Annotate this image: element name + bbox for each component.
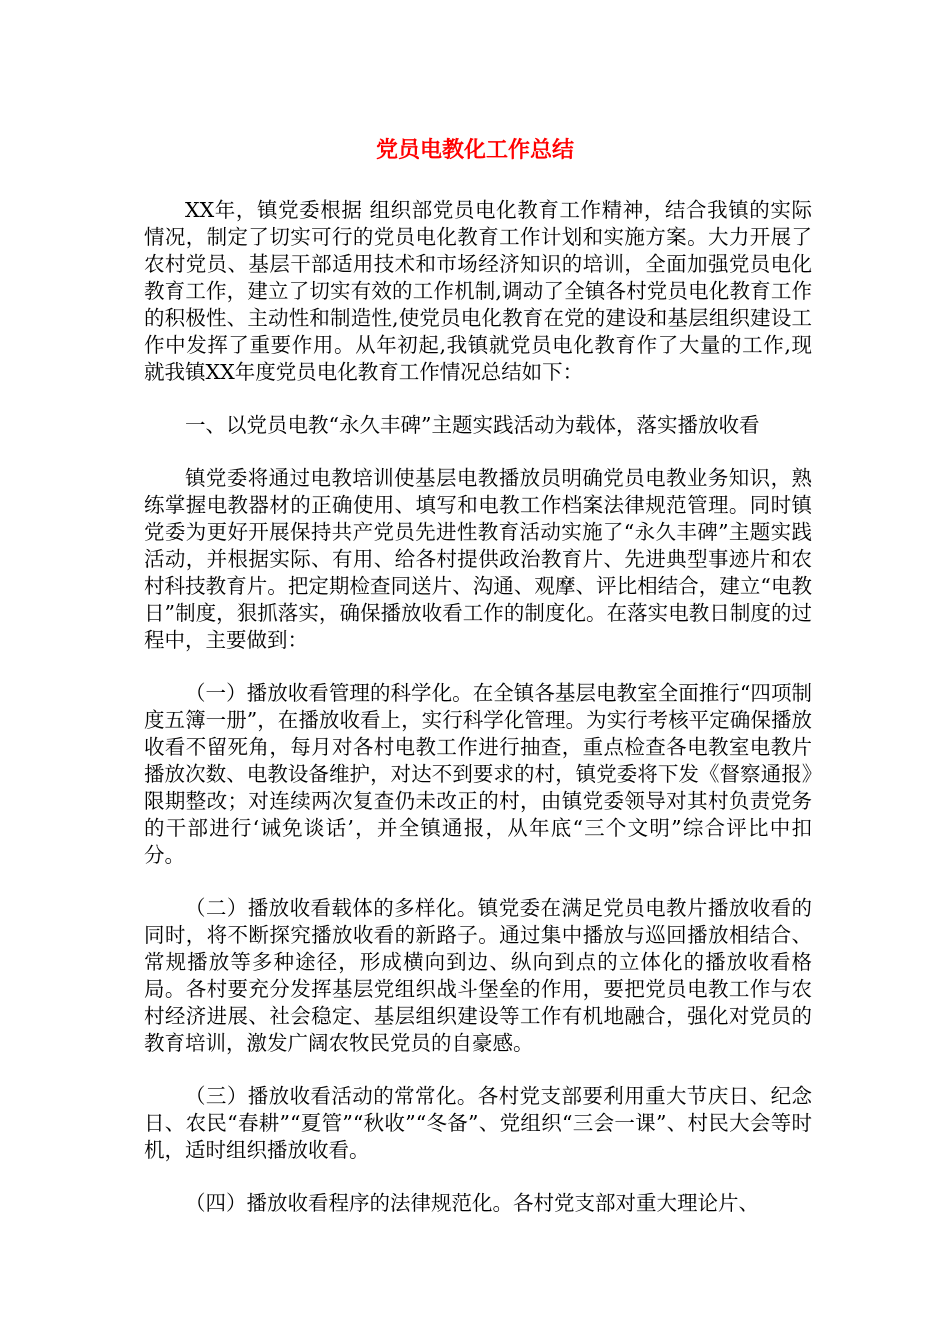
- paragraph-section-one: 镇党委将通过电教培训使基层电教播放员明确党员电教业务知识，熟练掌握电教器材的正确使用、填写和电教工作档案法律规范管理。同时镇党委为更好开展保持共产党员先进性教育活动实施了“永久丰碑”主题实践活动，并根据实际、有用、给各村提供政治教育片、先进典型事迹片和农村科技教育片。把定期检查同送片、沟通、观摩、评比相结合，建立“电教日”制度，狠抓落实，确保播放收看工作的制度化。在落实电教日制度的过程中，主要做到：: [144, 466, 812, 652]
- paragraph-item-three: （三）播放收看活动的常常化。各村党支部要利用重大节庆日、纪念日、农民“春耕”“夏管”“秋收”“冬备”、党组织“三会一课”、村民大会等时机，适时组织播放收看。: [144, 1084, 812, 1162]
- paragraph-item-two: （二）播放收看载体的多样化。镇党委在满足党员电教片播放收看的同时，将不断探究播放收看的新路子。通过集中播放与巡回播放相结合、常规播放等多种途径，形成横向到边、纵向到点的立体化的播放收看格局。各村要充分发挥基层党组织战斗堡垒的作用，要把党员电教工作与农村经济进展、社会稳定、基层组织建设等工作有机地融合，强化对党员的教育培训，激发广阔农牧民党员的自豪感。: [144, 896, 812, 1055]
- document-body: [144, 197, 812, 1217]
- document-title: 党员电教化工作总结: [375, 138, 574, 163]
- paragraph-item-four: （四）播放收看程序的法律规范化。各村党支部对重大理论片、: [185, 1191, 759, 1215]
- paragraph-item-one: （一）播放收看管理的科学化。在全镇各基层电教室全面推行“四项制度五簿一册”，在播放收看上，实行科学化管理。为实行考核平定确保播放收看不留死角，每月对各村电教工作进行抽查，重点检查各电教室电教片播放次数、电教设备维护，对达不到要求的村，镇党委将下发《督察通报》限期整改；对连续两次复查仍未改正的村，由镇党委领导对其村负责党务的干部进行‘诫免谈话’，并全镇通报，从年底“三个文明”综合评比中扣分。: [144, 681, 812, 867]
- section-heading-one: 一、以党员电教“永久丰碑”主题实践活动为载体，落实播放收看: [185, 413, 760, 437]
- paragraph-intro: XX年，镇党委根据 组织部党员电化教育工作精神，结合我镇的实际情况，制定了切实可行的党员电化教育工作计划和实施方案。大力开展了农村党员、基层干部适用技术和市场经济知识的培训，全面加强党员电化教育工作，建立了切实有效的工作机制,调动了全镇各村党员电化教育工作的积极性、主动性和制造性,使党员电化教育在党的建设和基层组织建设工作中发挥了重要作用。从年初起,我镇就党员电化教育作了大量的工作,现就我镇XX年度党员电化教育工作情况总结如下：: [144, 198, 812, 384]
